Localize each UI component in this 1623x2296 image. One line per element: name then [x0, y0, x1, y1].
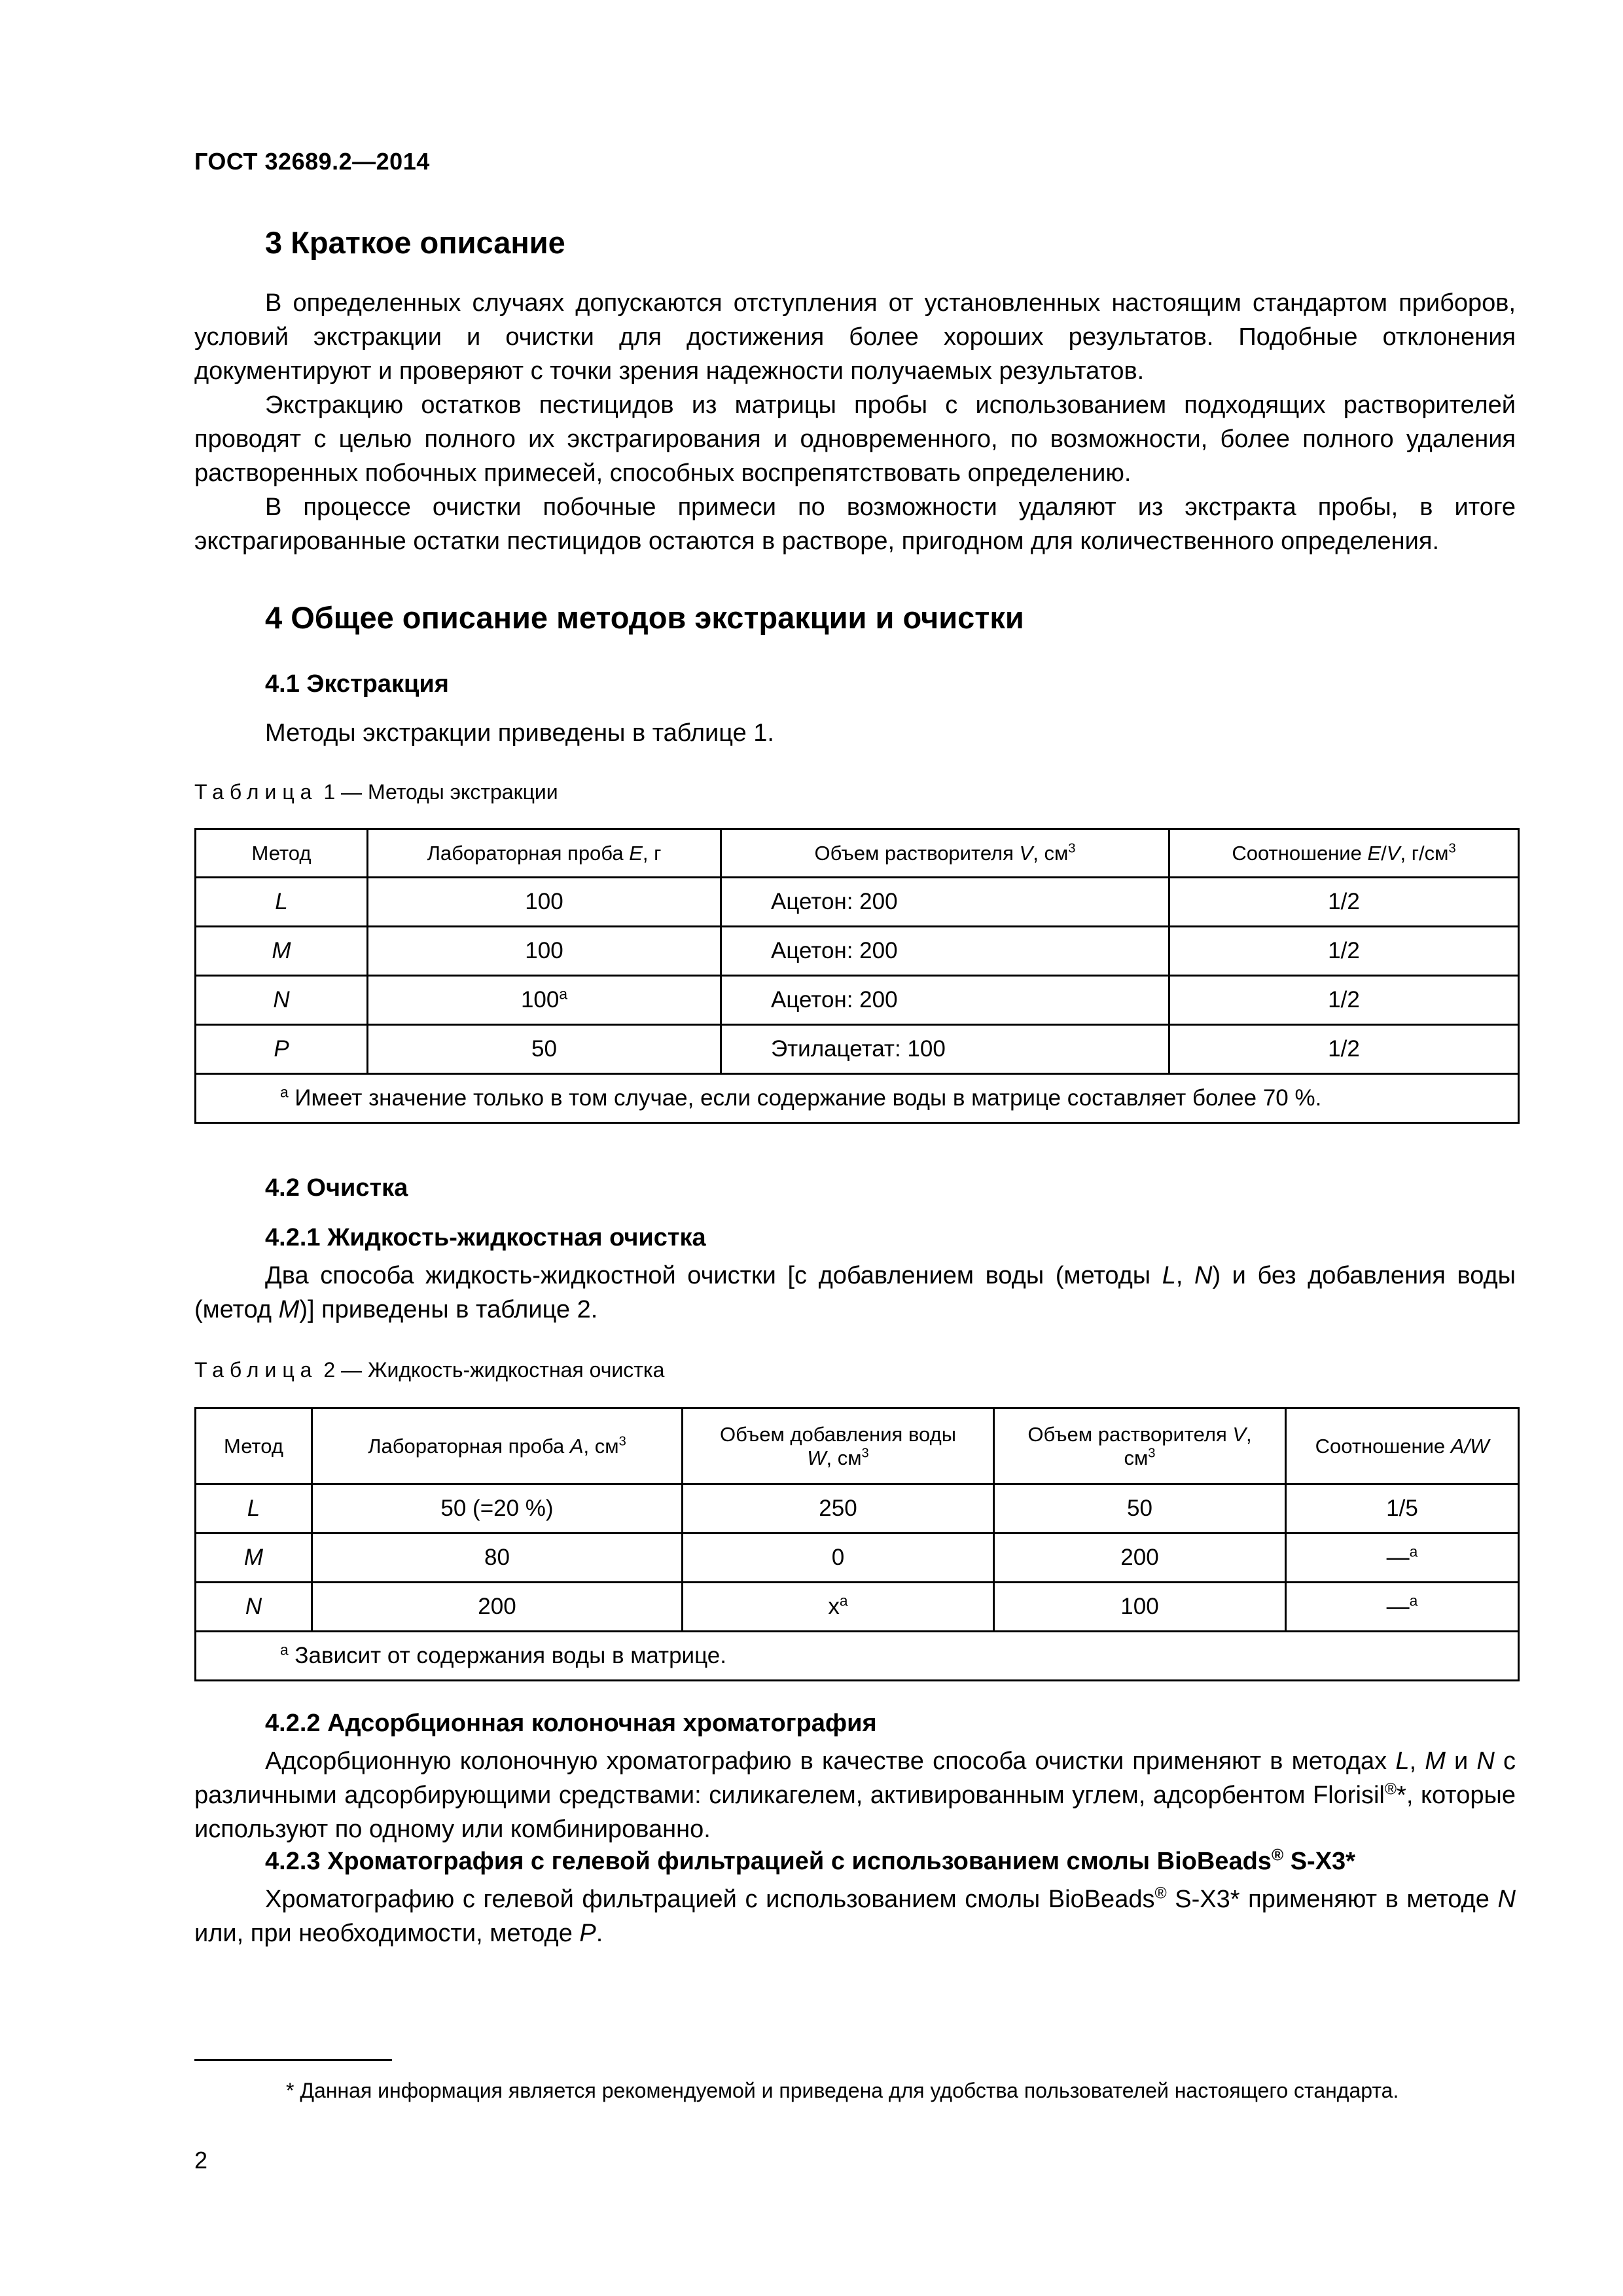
table-1-header-sample: Лабораторная проба E, г — [368, 829, 721, 878]
table-2-note-row — [196, 1632, 1519, 1681]
table-cell-sample: 100 — [525, 889, 563, 914]
table-cell-sample: 50 — [531, 1036, 557, 1062]
section-3-paragraph-1: В определенных случаях допускаются отступления от установленных настоящим стандартом приборов, условий экстракции и очистки для достижения более хороших результатов. Подобные отклонения документируют и проверяют с точки зрения надежности получаемых результатов. — [194, 289, 1516, 385]
table-2-header-method: Метод — [196, 1408, 312, 1484]
table-row — [196, 1025, 1519, 1074]
table-1-caption: Таблица 1 — Методы экстракции — [194, 780, 558, 804]
table-row — [196, 1583, 1519, 1632]
table-2 — [194, 1407, 1520, 1681]
table-1-header-method: Метод — [196, 829, 368, 878]
table-cell-solvent: 50 — [1127, 1496, 1152, 1521]
table-cell-ratio: 1/2 — [1328, 889, 1360, 914]
footnote-marker: a — [1409, 1592, 1418, 1609]
table-cell-method: P — [274, 1036, 289, 1062]
section-4-1-text: Методы экстракции приведены в таблице 1. — [265, 719, 774, 747]
table-cell-sample: 80 — [484, 1545, 510, 1570]
table-cell-solvent: Этилацетат: 100 — [771, 1036, 946, 1062]
table-1-note: $^a$ Имеет значение только в том случае, если содержание воды в матрице составляет более 70 %. — [196, 1074, 1519, 1123]
table-cell-sample: 200 — [478, 1594, 516, 1619]
section-4-2-2-text: Адсорбционную колоночную хроматографию в качестве способа очистки применяют в методах L, M и N с различными адсорбирующими средствами: силикагелем, активированным углем, адсорбентом Florisil®*, которые используют по одному или комбинированно. — [194, 1748, 1516, 1843]
table-1-header-volume: Объем растворителя V, $см^3$ — [721, 829, 1169, 878]
table-cell-solvent: Ацетон: 200 — [771, 987, 898, 1013]
table-cell-solvent: Ацетон: 200 — [771, 938, 898, 963]
table-cell-water: 0 — [831, 1545, 845, 1570]
table-cell-method: N — [245, 1594, 262, 1619]
table-cell-water: x — [828, 1594, 840, 1619]
section-4-2-1-title: 4.2.1 Жидкость-жидкостная очистка — [265, 1224, 706, 1251]
page-number: 2 — [194, 2147, 208, 2174]
section-4-title: 4 Общее описание методов экстракции и очистки — [265, 600, 1024, 635]
footnote: * Данная информация является рекомендуемой и приведена для удобства пользователей настоящего стандарта. — [286, 2079, 1399, 2102]
table-cell-sample: 100 — [525, 938, 563, 963]
table-2-header-water: Объем добавления воды W, $см^3$ — [683, 1408, 994, 1484]
table-2-caption: Таблица 2 — Жидкость-жидкостная очистка — [194, 1358, 665, 1382]
table-cell-method: M — [272, 938, 291, 963]
table-row — [196, 976, 1519, 1025]
section-4-2-3-title: 4.2.3 Хроматография с гелевой фильтрацией с использованием смолы BioBeads® S-X3* — [265, 1846, 1355, 1875]
table-row — [196, 1484, 1519, 1534]
section-3-paragraph-3: В процессе очистки побочные примеси по возможности удаляют из экстракта пробы, в итоге экстрагированные остатки пестицидов остаются в растворе, пригодном для количественного определения. — [194, 493, 1516, 555]
table-row — [196, 1534, 1519, 1583]
table-2-header-row — [196, 1408, 1519, 1484]
table-2-header-sample: Лабораторная проба A, $см^3$ — [312, 1408, 683, 1484]
table-cell-solvent: Ацетон: 200 — [771, 889, 898, 914]
table-cell-ratio: — — [1386, 1594, 1410, 1619]
section-4-2-3-text: Хроматографию с гелевой фильтрацией с использованием смолы BioBeads® S-X3* применяют в методе N или, при необходимости, методе P. — [194, 1884, 1516, 1947]
table-2-note: $^a$ Зависит от содержания воды в матрице. — [196, 1632, 1519, 1681]
table-1-header-ratio: Соотношение E/V, $г/см^3$ — [1169, 829, 1519, 878]
section-3-title: 3 Краткое описание — [265, 225, 565, 260]
table-2-header-solvent: Объем растворителя V, $см^3$ — [994, 1408, 1286, 1484]
table-cell-method: L — [275, 889, 288, 914]
table-cell-ratio: 1/2 — [1328, 987, 1360, 1013]
footnote-marker: a — [559, 985, 568, 1003]
document-header: ГОСТ 32689.2—2014 — [194, 148, 430, 175]
table-cell-ratio: 1/5 — [1386, 1496, 1418, 1521]
table-cell-water: 250 — [819, 1496, 857, 1521]
table-cell-method: M — [243, 1545, 264, 1570]
footnote-marker: a — [1409, 1543, 1418, 1560]
section-3-paragraph-2: Экстракцию остатков пестицидов из матрицы пробы с использованием подходящих растворителей проводят с целью полного их экстрагирования и одновременного, по возможности, более полного удаления растворенных побочных примесей, способных воспрепятствовать определению. — [194, 391, 1516, 487]
table-row — [196, 878, 1519, 927]
section-4-1-title: 4.1 Экстракция — [265, 670, 449, 698]
section-4-2-2-title: 4.2.2 Адсорбционная колоночная хроматография — [265, 1710, 877, 1737]
section-4-2-1-text: Два способа жидкость-жидкостной очистки [с добавлением воды (методы L, N) и без добавления воды (метод M)] приведены в таблице 2. — [194, 1262, 1516, 1323]
table-cell-ratio: — — [1386, 1545, 1410, 1570]
table-1-note-row — [196, 1074, 1519, 1123]
table-1 — [194, 828, 1520, 1124]
table-cell-ratio: 1/2 — [1328, 938, 1360, 963]
table-cell-solvent: 100 — [1120, 1594, 1159, 1619]
table-cell-sample: 100 — [520, 987, 560, 1013]
table-cell-sample: 50 (=20 %) — [440, 1496, 554, 1521]
footnote-divider — [194, 2059, 392, 2061]
section-4-2-title: 4.2 Очистка — [265, 1174, 408, 1202]
table-2-header-ratio: Соотношение A/W — [1286, 1408, 1519, 1484]
table-cell-method: L — [247, 1496, 260, 1521]
footnote-marker: a — [839, 1592, 848, 1609]
table-row — [196, 927, 1519, 976]
table-1-header-row — [196, 829, 1519, 878]
table-cell-solvent: 200 — [1120, 1545, 1159, 1570]
table-cell-ratio: 1/2 — [1328, 1036, 1360, 1062]
table-cell-method: N — [273, 987, 290, 1013]
